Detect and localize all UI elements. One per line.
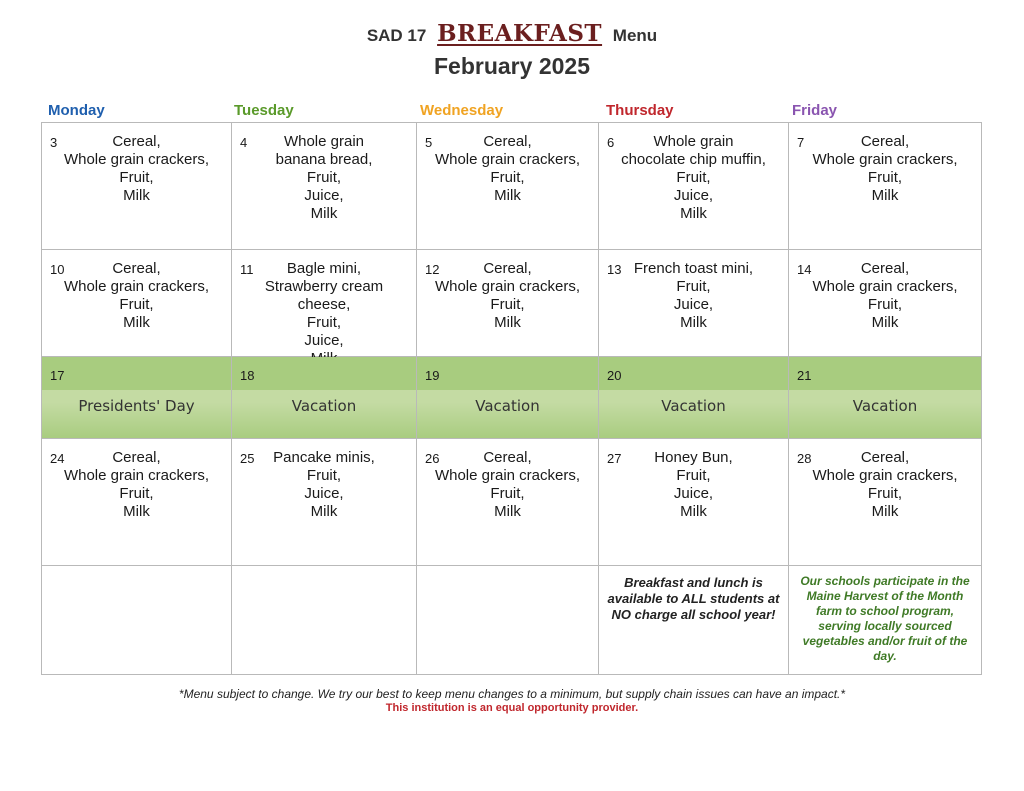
menu-item: Fruit, — [306, 169, 342, 186]
day-cell — [42, 250, 232, 357]
day-cell — [417, 439, 599, 566]
menu-item: Milk — [494, 187, 521, 204]
menu-items — [789, 250, 981, 332]
menu-item: Fruit, — [306, 467, 342, 484]
menu-calendar — [41, 122, 982, 675]
day-cell — [789, 439, 982, 566]
notes-cell — [789, 566, 982, 675]
day-cell — [232, 250, 417, 357]
menu-item: Bagle mini, — [286, 260, 362, 277]
menu-item: Cereal, — [112, 449, 161, 466]
menu-item: Fruit, — [867, 485, 903, 502]
menu-item: Milk — [494, 314, 521, 331]
menu-item: Cereal, — [860, 260, 910, 277]
menu-item: Cereal, — [483, 260, 532, 277]
menu-item: Milk — [680, 314, 707, 331]
menu-item: Cereal, — [112, 260, 161, 277]
menu-item: Whole grain crackers, — [812, 151, 958, 168]
free-meals-note: Breakfast and lunch is available to ALL students at NO charge all school year! — [607, 575, 780, 622]
day-number: 19 — [425, 368, 440, 383]
day-number: 6 — [607, 135, 615, 150]
menu-item: chocolate chip muffin, — [621, 151, 766, 168]
menu-item: Cereal, — [860, 133, 910, 150]
menu-items — [232, 250, 416, 368]
day-number: 20 — [607, 368, 622, 383]
day-header-tuesday: Tuesday — [234, 102, 294, 119]
day-number: 10 — [50, 262, 65, 277]
month-title: February 2025 — [434, 53, 590, 79]
day-cell — [599, 439, 789, 566]
menu-items — [42, 439, 231, 521]
menu-item: Fruit, — [676, 467, 711, 484]
menu-item: Milk — [680, 503, 707, 520]
holiday-label: Presidents' Day — [78, 397, 195, 415]
holiday-label: Vacation — [661, 397, 726, 415]
day-number: 28 — [797, 451, 812, 466]
day-cell — [232, 439, 417, 566]
day-number: 24 — [50, 451, 65, 466]
day-number: 14 — [797, 262, 812, 277]
harvest-program-note: Our schools participate in the Maine Harvest of the Month farm to school program, serving locally sourced vegetables and/or fruit of the day. — [800, 574, 970, 663]
menu-item: Milk — [871, 314, 899, 331]
menu-item: Whole grain — [653, 133, 734, 150]
day-cell — [232, 357, 417, 439]
day-header-thursday: Thursday — [606, 102, 674, 119]
menu-item: Juice, — [304, 332, 344, 349]
day-number: 21 — [797, 368, 812, 383]
menu-item: Cereal, — [112, 133, 161, 150]
menu-item: Whole grain — [283, 133, 365, 150]
day-cell — [232, 123, 417, 250]
day-number: 13 — [607, 262, 622, 277]
day-cell — [599, 123, 789, 250]
day-cell — [789, 123, 982, 250]
menu-item: Milk — [123, 503, 150, 520]
equal-opportunity-notice: This institution is an equal opportunity provider. — [385, 702, 639, 714]
holiday-label: Vacation — [852, 397, 918, 415]
menu-item: Juice, — [673, 485, 714, 502]
menu-item: Fruit, — [490, 169, 525, 186]
menu-items — [417, 123, 598, 205]
menu-items — [232, 123, 416, 223]
menu-item: Fruit, — [306, 314, 342, 331]
menu-item: Milk — [494, 503, 521, 520]
day-number: 18 — [240, 368, 255, 383]
menu-item: Whole grain crackers, — [434, 151, 581, 168]
day-cell — [599, 250, 789, 357]
menu-item: Milk — [310, 503, 338, 520]
menu-word: Menu — [612, 26, 658, 45]
notes-cell — [417, 566, 599, 675]
menu-item: Whole grain crackers, — [63, 278, 210, 295]
day-number: 4 — [240, 135, 248, 150]
week-row — [42, 357, 982, 439]
menu-item: Cereal, — [483, 449, 532, 466]
menu-items — [42, 250, 231, 332]
menu-item: Juice, — [304, 187, 344, 204]
menu-item: Honey Bun, — [654, 449, 733, 466]
notes-row — [42, 566, 982, 675]
district-name: SAD 17 — [366, 26, 427, 45]
menu-item: Fruit, — [119, 169, 154, 186]
menu-item: Juice, — [673, 187, 714, 204]
day-header-friday: Friday — [792, 102, 838, 119]
week-row — [42, 439, 982, 566]
holiday-label: Vacation — [475, 397, 540, 415]
menu-item: Cereal, — [483, 133, 532, 150]
day-cell — [599, 357, 789, 439]
menu-item: Fruit, — [867, 296, 903, 313]
day-header-monday: Monday — [48, 102, 105, 119]
menu-item: French toast mini, — [633, 260, 754, 277]
menu-item: Milk — [310, 205, 338, 222]
menu-item: banana bread, — [275, 151, 373, 168]
menu-items — [599, 250, 788, 332]
menu-items — [417, 250, 598, 332]
week-row — [42, 123, 982, 250]
notes-cell — [599, 566, 789, 675]
menu-item: Fruit, — [867, 169, 903, 186]
meal-name: BREAKFAST — [437, 20, 603, 47]
week-row — [42, 250, 982, 357]
menu-item: Fruit, — [490, 296, 525, 313]
day-number: 7 — [797, 135, 805, 150]
menu-title — [0, 20, 1024, 47]
menu-item: Juice, — [673, 296, 714, 313]
menu-items — [789, 123, 981, 205]
menu-item: Milk — [680, 205, 707, 222]
day-number: 5 — [425, 135, 433, 150]
menu-items — [789, 439, 981, 521]
menu-item: Milk — [123, 187, 150, 204]
menu-item: Cereal, — [860, 449, 910, 466]
day-number: 27 — [607, 451, 622, 466]
menu-item: Milk — [871, 187, 899, 204]
menu-item: Fruit, — [119, 296, 154, 313]
notes-cell — [42, 566, 232, 675]
menu-item: Whole grain crackers, — [434, 278, 581, 295]
day-cell — [417, 250, 599, 357]
day-number: 12 — [425, 262, 440, 277]
day-cell — [417, 123, 599, 250]
menu-item: Juice, — [304, 485, 344, 502]
menu-item: Milk — [123, 314, 150, 331]
menu-item: Fruit, — [676, 169, 711, 186]
menu-item: Whole grain crackers, — [812, 278, 958, 295]
menu-item: Pancake minis, — [273, 449, 375, 466]
day-number: 11 — [240, 262, 254, 277]
menu-items — [42, 123, 231, 205]
menu-item: Fruit, — [676, 278, 711, 295]
menu-items — [599, 123, 788, 223]
day-cell — [789, 357, 982, 439]
menu-item: Whole grain crackers, — [812, 467, 958, 484]
menu-item: Whole grain crackers, — [63, 467, 210, 484]
day-cell — [417, 357, 599, 439]
day-cell — [42, 357, 232, 439]
day-cell — [42, 439, 232, 566]
holiday-label: Vacation — [291, 397, 357, 415]
day-cell — [42, 123, 232, 250]
day-number: 26 — [425, 451, 440, 466]
menu-item: Fruit, — [490, 485, 525, 502]
menu-item: Whole grain crackers, — [434, 467, 581, 484]
menu-item: Whole grain crackers, — [63, 151, 210, 168]
notes-cell — [232, 566, 417, 675]
day-cell — [789, 250, 982, 357]
menu-item: Fruit, — [119, 485, 154, 502]
day-header-wednesday: Wednesday — [420, 102, 504, 119]
menu-items — [232, 439, 416, 521]
menu-items — [599, 439, 788, 521]
day-number: 17 — [50, 368, 65, 383]
menu-item: Strawberry cream cheese, — [264, 278, 384, 313]
menu-disclaimer: *Menu subject to change. We try our best to keep menu changes to a minimum, but supply chain issues can have an impact.* — [178, 687, 846, 701]
day-number: 25 — [240, 451, 255, 466]
day-number: 3 — [50, 135, 58, 150]
menu-item: Milk — [871, 503, 899, 520]
menu-items — [417, 439, 598, 521]
